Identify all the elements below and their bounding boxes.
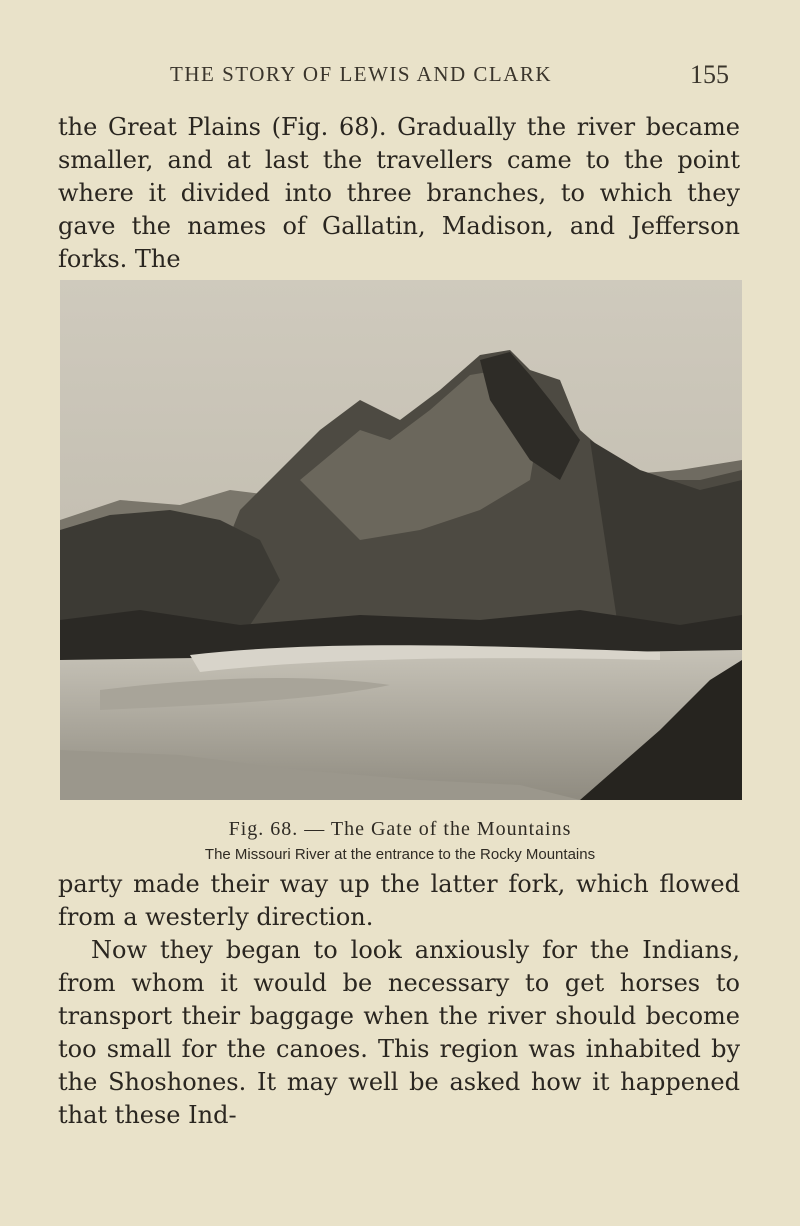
running-header: THE STORY OF LEWIS AND CLARK xyxy=(170,62,553,86)
body-paragraph-next: Now they began to look anxiously for the Indians, from whom it would be necessary to get horses to transport their baggage when the river should become too small for the canoes. This region was inhabited by the Shoshones. It may well be asked how it happened that these Ind- xyxy=(58,936,740,1129)
mountain-river-photo xyxy=(60,280,742,800)
figure-caption: Fig. 68. — The Gate of the Mountains xyxy=(228,818,572,840)
figure-photo xyxy=(60,280,742,800)
body-paragraph-top: the Great Plains (Fig. 68). Gradually the river became smaller, and at last the travellers came to the point where it divided into three branches, to which they gave the names of Gallatin, Madison, and Jefferson forks. The xyxy=(58,113,740,273)
body-paragraph-continued: party made their way up the latter fork, which flowed from a westerly direction. xyxy=(58,870,740,931)
body-paragraphs-bottom xyxy=(58,868,740,1132)
page-number: 155 xyxy=(690,60,729,89)
figure-subcaption: The Missouri River at the entrance to the Rocky Mountains xyxy=(204,846,596,863)
